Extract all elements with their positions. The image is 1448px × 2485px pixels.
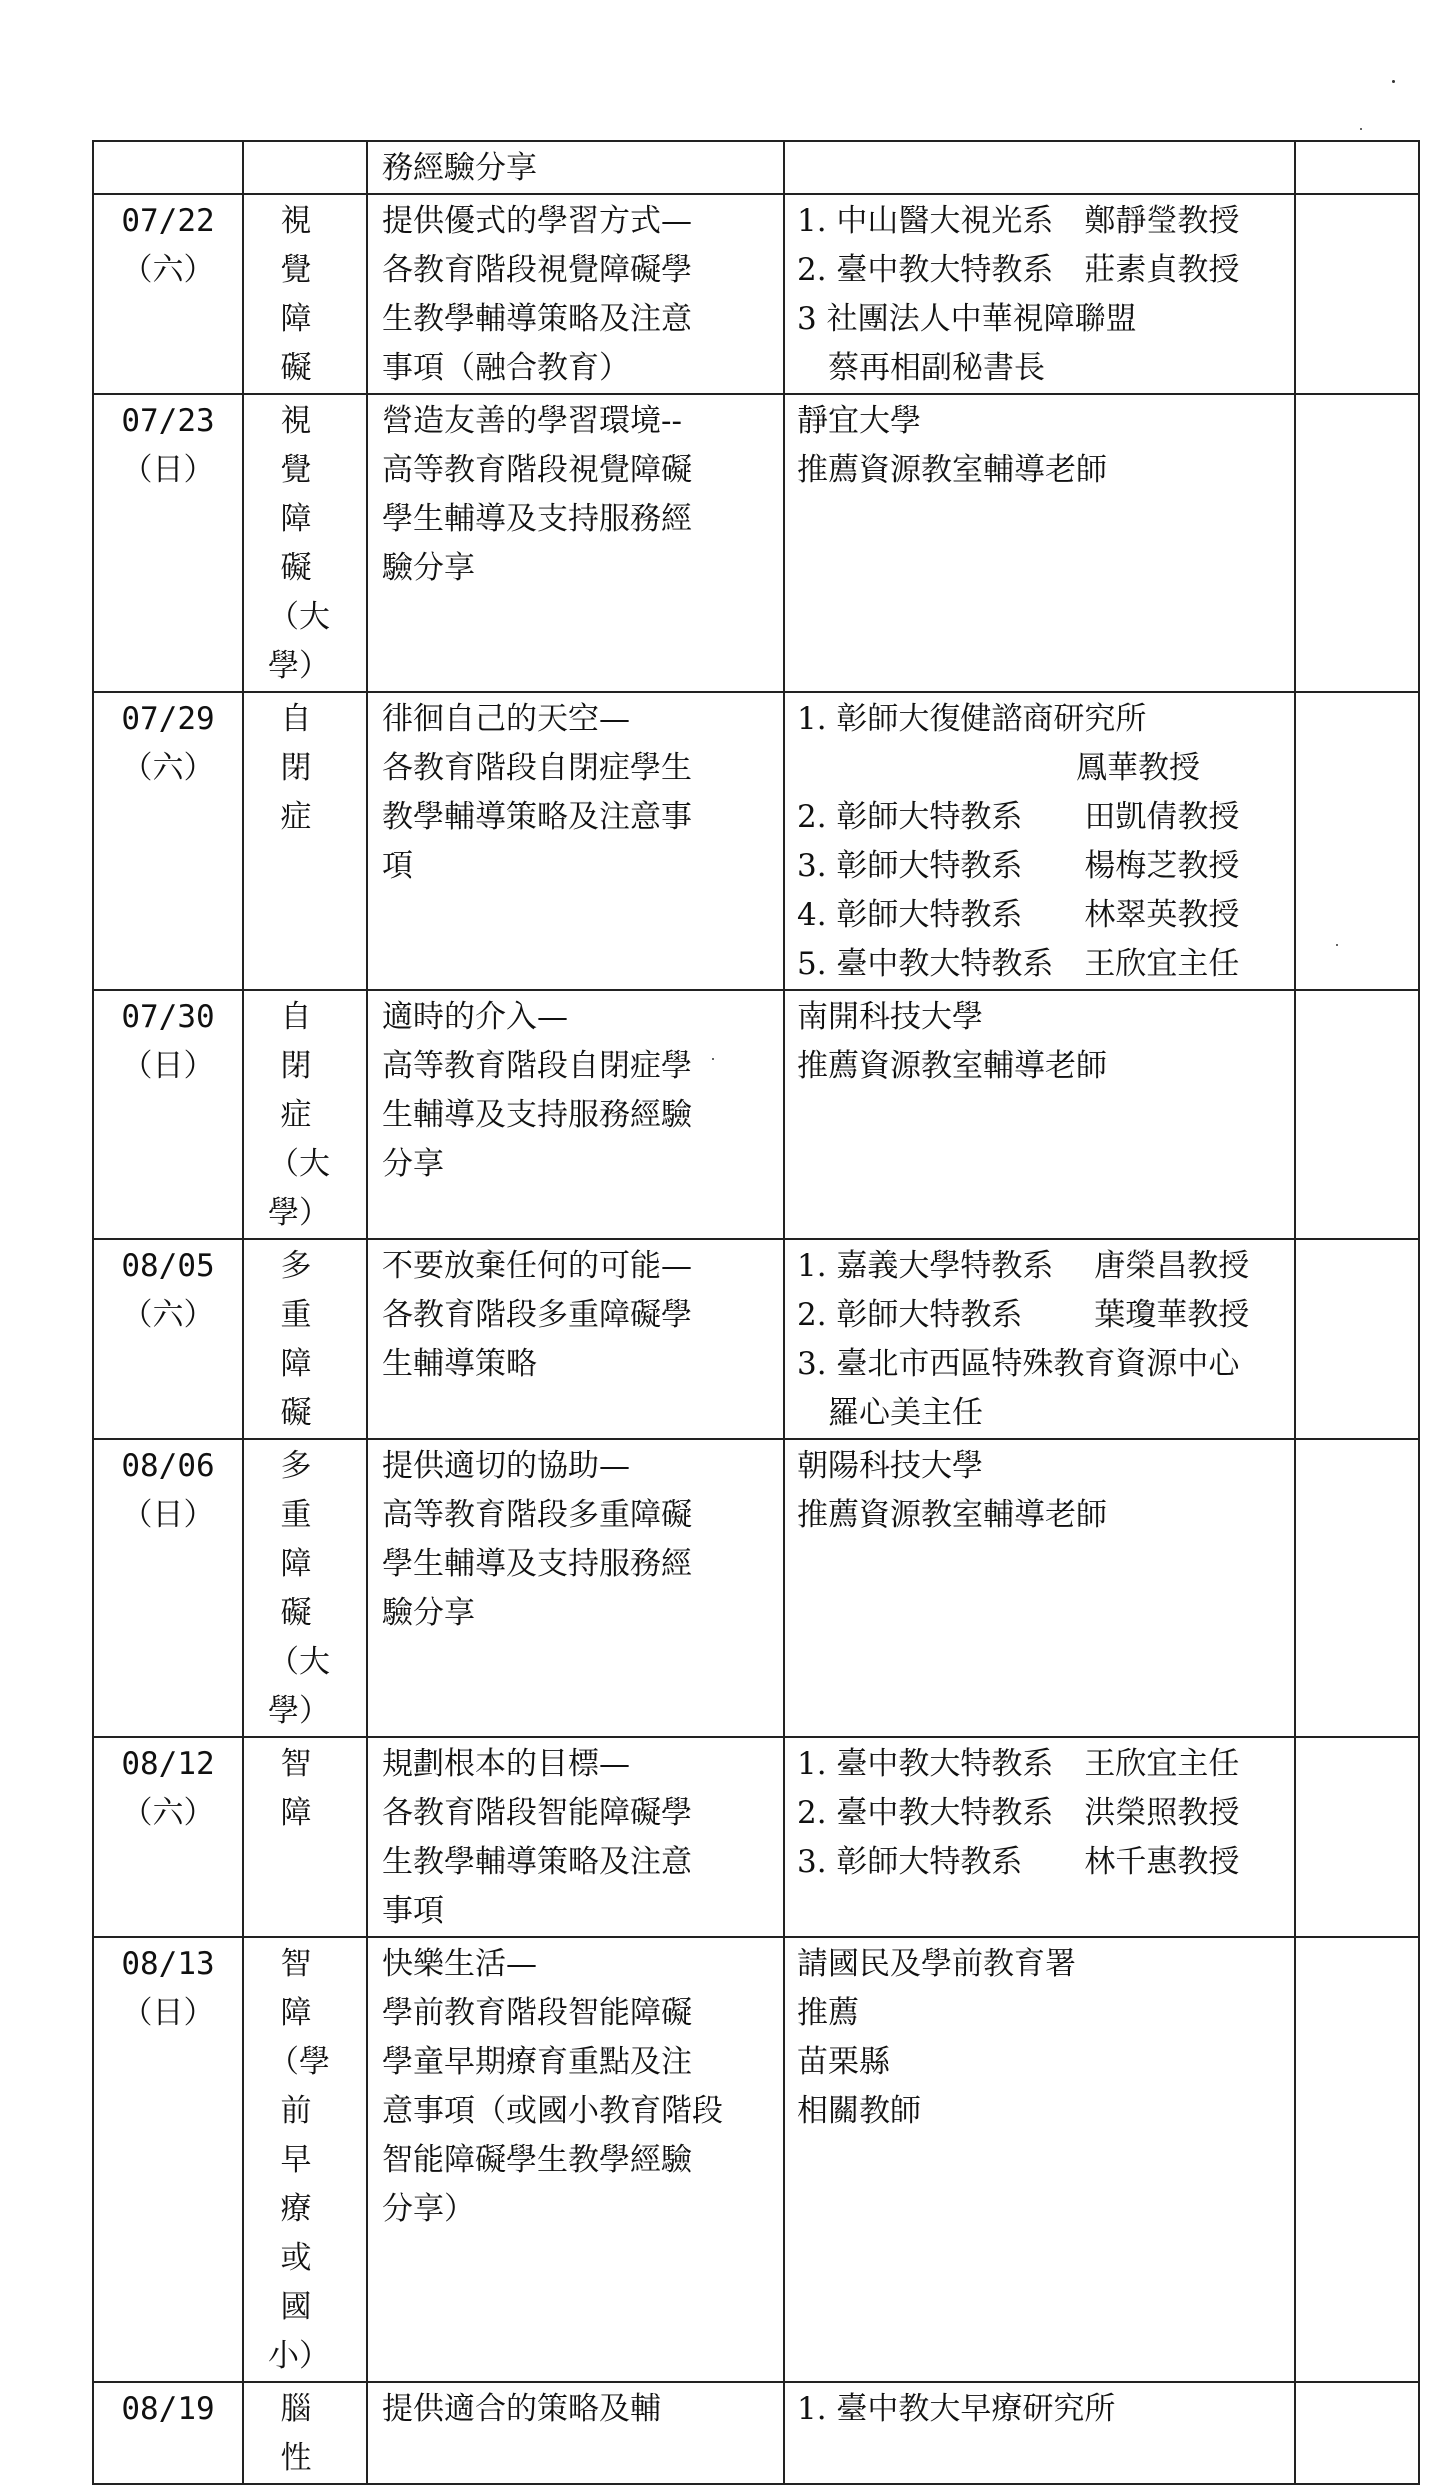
date-cell xyxy=(93,692,243,990)
speakers-cell xyxy=(784,194,1295,394)
date-cell xyxy=(93,394,243,692)
category-cell xyxy=(243,1737,367,1937)
topic-cell-text: 不要放棄任何的可能— 各教育階段多重障礙學 生輔導策略 xyxy=(382,1248,692,1382)
schedule-row xyxy=(93,1937,1419,2382)
session-date: 07/29 xyxy=(121,701,215,737)
topic-cell-text: 快樂生活— 學前教育階段智能障礙 學童早期療育重點及注 意事項（或國小教育階段 智能障礙學生教學經驗 分享） xyxy=(382,1946,723,2227)
date-text xyxy=(94,395,242,495)
category-cell xyxy=(243,1439,367,1737)
schedule-row xyxy=(93,692,1419,990)
category-cell xyxy=(243,1239,367,1439)
session-date: 07/30 xyxy=(121,999,215,1035)
date-text xyxy=(94,991,242,1091)
date-text xyxy=(94,2383,242,2434)
session-weekday: （六） xyxy=(121,1795,215,1831)
date-text xyxy=(94,1738,242,1838)
notes-cell xyxy=(1295,194,1419,394)
category-cell-text: 智障（學前早療或國小） xyxy=(268,1946,330,2374)
notes-cell xyxy=(1295,2382,1419,2484)
topic-cell xyxy=(367,394,784,692)
category-cell-text xyxy=(268,142,324,144)
scan-speck xyxy=(712,1058,714,1060)
category-cell-text: 多重障礙 xyxy=(280,1248,312,1431)
topic-cell xyxy=(367,1737,784,1937)
date-cell xyxy=(93,1439,243,1737)
schedule-table xyxy=(92,140,1420,2485)
session-date: 07/22 xyxy=(121,203,215,239)
speakers-cell-text: 朝陽科技大學 推薦資源教室輔導老師 xyxy=(797,1448,1107,1533)
category-cell xyxy=(243,2382,367,2484)
speakers-cell xyxy=(784,1937,1295,2382)
date-text xyxy=(94,1440,242,1540)
speakers-cell-text: 1. 臺中教大早療研究所 xyxy=(797,2391,1116,2427)
schedule-row xyxy=(93,194,1419,394)
category-cell xyxy=(243,141,367,194)
date-text xyxy=(94,195,242,295)
schedule-row xyxy=(93,1239,1419,1439)
topic-cell xyxy=(367,692,784,990)
topic-cell-text: 徘徊自己的天空— 各教育階段自閉症學生 教學輔導策略及注意事 項 xyxy=(382,701,692,884)
date-cell xyxy=(93,1239,243,1439)
category-cell-text: 多重障礙（大學） xyxy=(268,1448,330,1729)
category-cell-text: 自閉症 xyxy=(280,701,312,835)
category-cell-text: 視覺障礙（大學） xyxy=(268,403,330,684)
date-text xyxy=(94,1938,242,2038)
speakers-cell-text: 南開科技大學 推薦資源教室輔導老師 xyxy=(797,999,1107,1084)
schedule-row xyxy=(93,990,1419,1239)
category-cell xyxy=(243,1937,367,2382)
speakers-cell-text xyxy=(785,142,1294,144)
speakers-cell xyxy=(784,990,1295,1239)
notes-cell xyxy=(1295,1439,1419,1737)
topic-cell-text: 適時的介入— 高等教育階段自閉症學 生輔導及支持服務經驗 分享 xyxy=(382,999,692,1182)
date-cell xyxy=(93,1937,243,2382)
speakers-cell-text: 1. 嘉義大學特教系 唐榮昌教授 2. 彰師大特教系 葉瓊華教授 3. 臺北市西區特殊教育資源中心 羅心美主任 xyxy=(797,1248,1250,1431)
session-date: 07/23 xyxy=(121,403,215,439)
session-date: 08/05 xyxy=(121,1248,215,1284)
scan-speck xyxy=(1360,128,1362,130)
speakers-cell-text: 靜宜大學 推薦資源教室輔導老師 xyxy=(797,403,1107,488)
topic-cell xyxy=(367,1937,784,2382)
notes-cell xyxy=(1295,1937,1419,2382)
session-weekday: （六） xyxy=(121,1297,215,1333)
topic-cell xyxy=(367,194,784,394)
speakers-cell-text: 1. 臺中教大特教系 王欣宜主任 2. 臺中教大特教系 洪榮照教授 3. 彰師大特教系 林千惠教授 xyxy=(797,1746,1240,1880)
date-text xyxy=(94,142,242,144)
date-cell xyxy=(93,990,243,1239)
topic-cell xyxy=(367,990,784,1239)
session-weekday: （六） xyxy=(121,750,215,786)
schedule-row xyxy=(93,141,1419,194)
date-cell xyxy=(93,1737,243,1937)
topic-cell-text: 務經驗分享 xyxy=(382,150,537,186)
schedule-row xyxy=(93,394,1419,692)
speakers-cell xyxy=(784,2382,1295,2484)
date-text xyxy=(94,693,242,793)
category-cell xyxy=(243,990,367,1239)
topic-cell xyxy=(367,2382,784,2484)
topic-cell-text: 提供優式的學習方式— 各教育階段視覺障礙學 生教學輔導策略及注意 事項（融合教育） xyxy=(382,203,692,386)
category-cell xyxy=(243,194,367,394)
date-cell xyxy=(93,2382,243,2484)
notes-cell xyxy=(1295,692,1419,990)
session-weekday: （日） xyxy=(121,452,215,488)
category-cell-text: 腦性 xyxy=(280,2391,312,2476)
notes-cell xyxy=(1295,1737,1419,1937)
schedule-row xyxy=(93,1737,1419,1937)
speakers-cell xyxy=(784,1439,1295,1737)
speakers-cell xyxy=(784,394,1295,692)
date-text xyxy=(94,1240,242,1340)
notes-cell xyxy=(1295,990,1419,1239)
speakers-cell-text: 1. 彰師大復健諮商研究所 鳳華教授 2. 彰師大特教系 田凱倩教授 3. 彰師大特教系 楊梅芝教授 4. 彰師大特教系 林翠英教授 5. 臺中教大特教系 王欣宜主任 xyxy=(797,701,1240,982)
schedule-row xyxy=(93,2382,1419,2484)
topic-cell-text: 規劃根本的目標— 各教育階段智能障礙學 生教學輔導策略及注意 事項 xyxy=(382,1746,692,1929)
speakers-cell xyxy=(784,1737,1295,1937)
session-date: 08/19 xyxy=(121,2391,215,2427)
session-weekday: （日） xyxy=(121,1048,215,1084)
scan-speck xyxy=(1336,944,1338,946)
date-cell xyxy=(93,194,243,394)
category-cell xyxy=(243,394,367,692)
schedule-body xyxy=(93,141,1419,2484)
category-cell-text: 智障 xyxy=(280,1746,312,1831)
category-cell xyxy=(243,692,367,990)
session-date: 08/13 xyxy=(121,1946,215,1982)
scan-speck xyxy=(1392,80,1395,83)
speakers-cell-text: 請國民及學前教育署 推薦 苗栗縣 相關教師 xyxy=(797,1946,1076,2129)
date-cell xyxy=(93,141,243,194)
notes-cell xyxy=(1295,394,1419,692)
topic-cell-text: 營造友善的學習環境-- 高等教育階段視覺障礙 學生輔導及支持服務經 驗分享 xyxy=(382,403,692,586)
session-weekday: （日） xyxy=(121,1995,215,2031)
speakers-cell xyxy=(784,692,1295,990)
category-cell-text: 視覺障礙 xyxy=(280,203,312,386)
session-date: 08/06 xyxy=(121,1448,215,1484)
session-weekday: （日） xyxy=(121,1497,215,1533)
topic-cell-text: 提供適合的策略及輔 xyxy=(382,2391,661,2427)
session-weekday: （六） xyxy=(121,252,215,288)
speakers-cell xyxy=(784,141,1295,194)
topic-cell-text: 提供適切的協助— 高等教育階段多重障礙 學生輔導及支持服務經 驗分享 xyxy=(382,1448,692,1631)
topic-cell xyxy=(367,1439,784,1737)
speakers-cell xyxy=(784,1239,1295,1439)
schedule-row xyxy=(93,1439,1419,1737)
speakers-cell-text: 1. 中山醫大視光系 鄭靜瑩教授 2. 臺中教大特教系 莊素貞教授 3 社團法人中華視障聯盟 蔡再相副秘書長 xyxy=(797,203,1240,386)
topic-cell xyxy=(367,141,784,194)
session-date: 08/12 xyxy=(121,1746,215,1782)
category-cell-text: 自閉症（大學） xyxy=(268,999,330,1231)
topic-cell xyxy=(367,1239,784,1439)
notes-cell xyxy=(1295,1239,1419,1439)
notes-cell xyxy=(1295,141,1419,194)
